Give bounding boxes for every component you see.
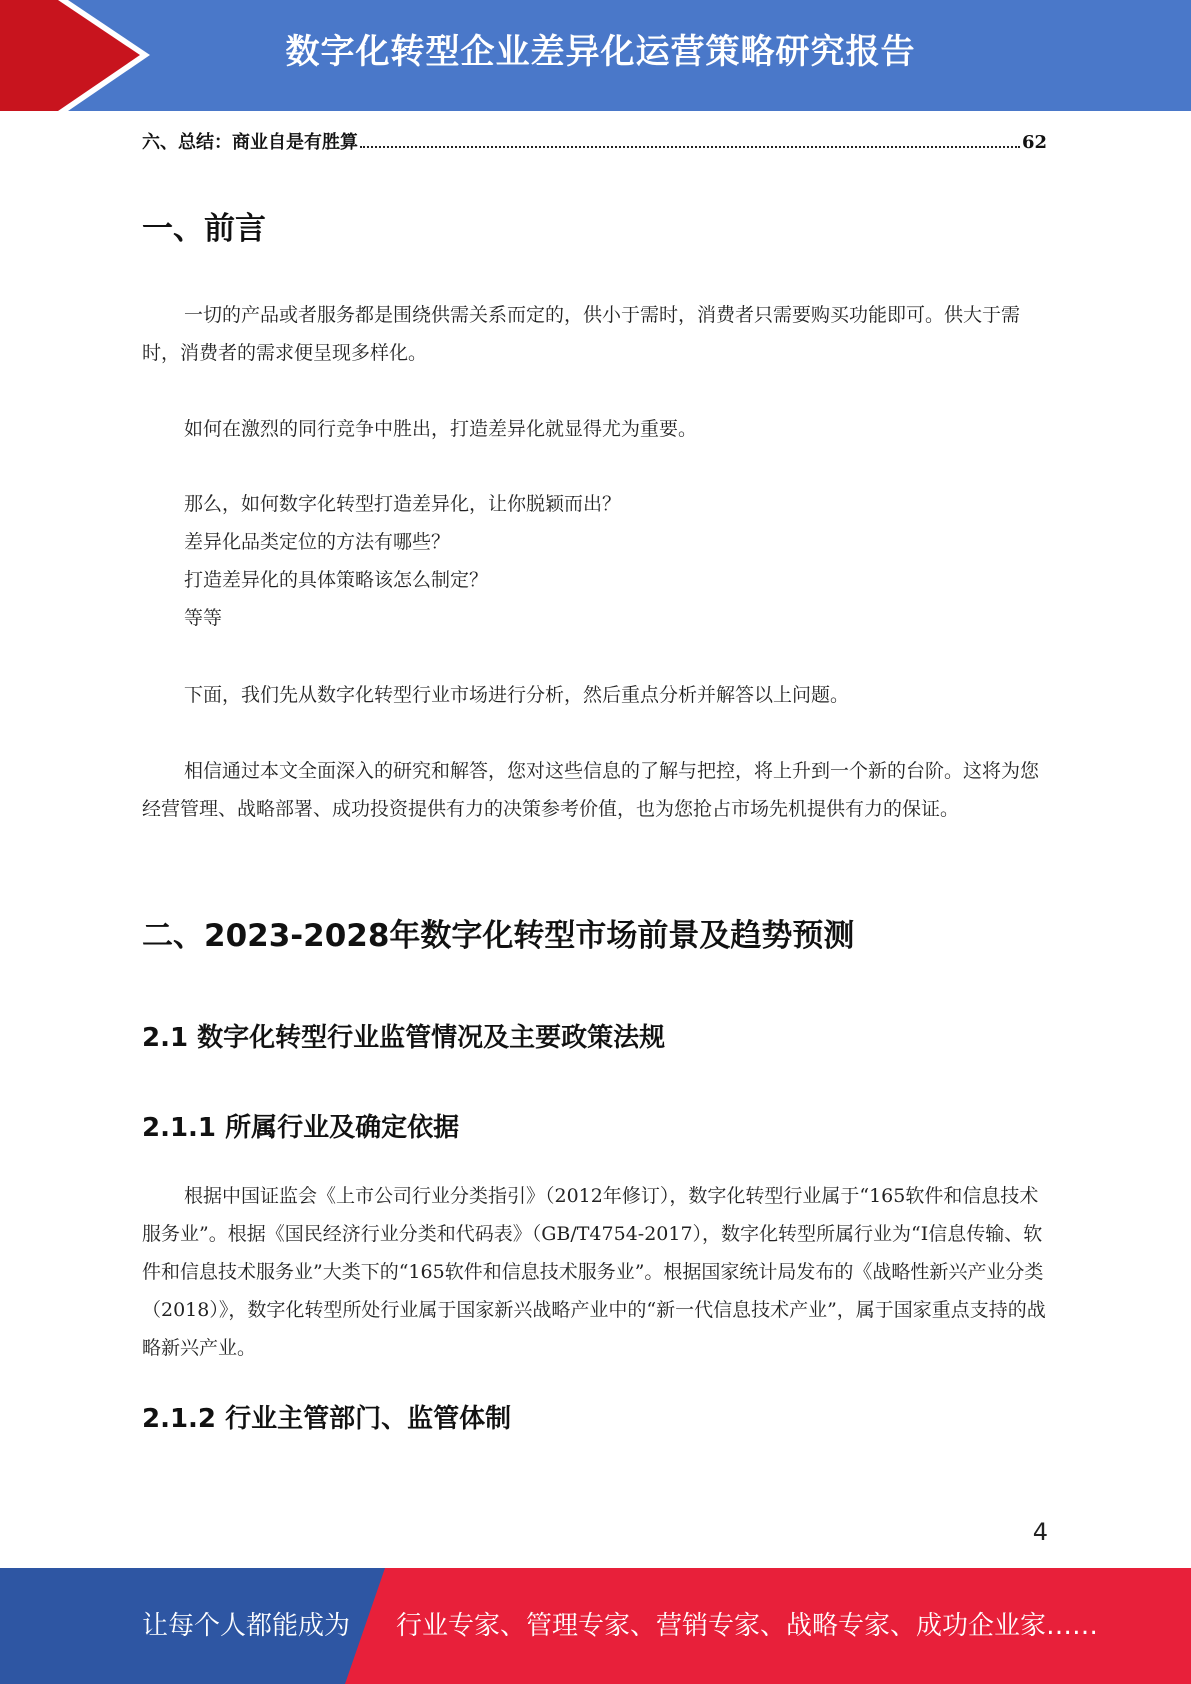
question-line: 差异化品类定位的方法有哪些？ [184,531,451,553]
toc-leader-dots [360,146,1020,148]
subsubsection-heading: 2.1.1 所属行业及确定依据 [142,1113,460,1143]
footer-slogan-right: 行业专家、管理专家、营销专家、战略专家、成功企业家…… [396,1611,1099,1641]
section-heading-preface: 一、前言 [142,211,266,247]
page-footer [0,1568,1191,1684]
page-header [0,0,1191,111]
page-number: 4 [1032,1518,1048,1546]
section-heading-forecast: 二、2023-2028年数字化转型市场前景及趋势预测 [142,918,855,954]
paragraph: 一切的产品或者服务都是围绕供需关系而定的，供小于需时，消费者只需要购买功能即可。供大于需时，消费者的需求便呈现多样化。 [142,304,1021,364]
toc-entry-label: 六、总结：商业自是有胜算 [142,132,358,153]
report-title: 数字化转型企业差异化运营策略研究报告 [285,32,916,72]
paragraph: 如何在激烈的同行竞争中胜出，打造差异化就显得尤为重要。 [184,418,698,440]
subsection-heading: 2.1 数字化转型行业监管情况及主要政策法规 [142,1023,666,1053]
paragraph: 相信通过本文全面深入的研究和解答，您对这些信息的了解与把控，将上升到一个新的台阶。这将为您经营管理、战略部署、成功投资提供有力的决策参考价值，也为您抢占市场先机提供有力的保证。 [142,760,1040,820]
question-line: 打造差异化的具体策略该怎么制定？ [184,569,489,591]
footer-slogan-left: 让每个人都能成为 [142,1611,351,1641]
toc-entry-page: 62 [1021,132,1047,153]
subsubsection-heading: 2.1.2 行业主管部门、监管体制 [142,1404,512,1434]
toc-entry[interactable] [142,128,1047,154]
paragraph: 根据中国证监会《上市公司行业分类指引》（2012年修订），数字化转型行业属于“165软件和信息技术服务业”。根据《国民经济行业分类和代码表》（GB/T4754-2017），数字化转型所属行业为“I信息传输、软件和信息技术服务业”大类下的“165软件和信息技术服务业”。根据国家统计局发布的《战略性新兴产业分类（2018）》，数字化转型所处行业属于国家新兴战略产业中的“新一代信息技术产业”，属于国家重点支持的战略新兴产业。 [142,1185,1046,1359]
question-line: 等等 [184,607,223,629]
question-line: 那么，如何数字化转型打造差异化，让你脱颖而出？ [184,493,622,515]
paragraph: 下面，我们先从数字化转型行业市场进行分析，然后重点分析并解答以上问题。 [184,684,850,706]
